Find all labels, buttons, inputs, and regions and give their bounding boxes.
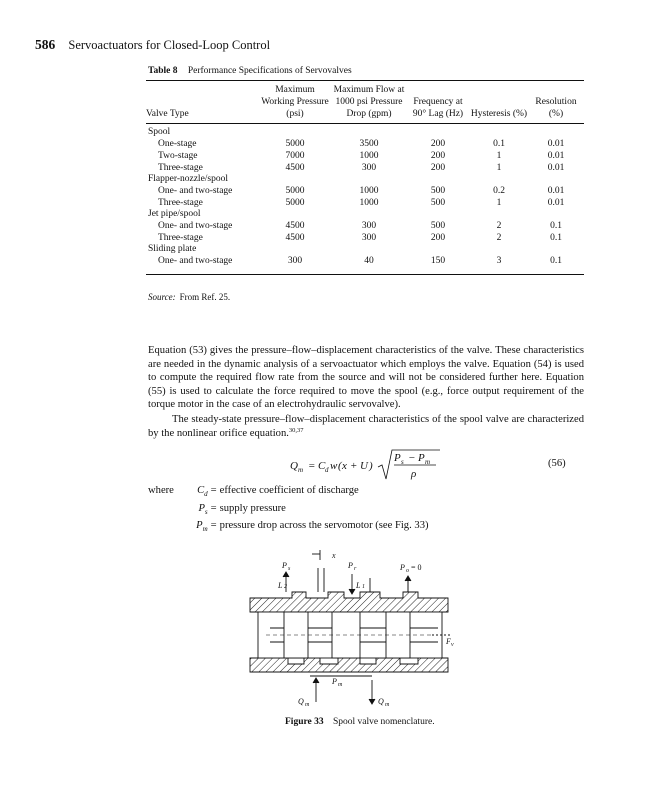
svg-text:s: s xyxy=(401,458,404,466)
orifice-equation xyxy=(290,447,460,481)
svg-text:U: U xyxy=(360,460,368,472)
group-name: Jet pipe/spool xyxy=(148,209,201,220)
table-group-row xyxy=(146,174,584,186)
table-label: Table 8 xyxy=(148,66,178,76)
table-row xyxy=(146,163,584,175)
table-row xyxy=(146,151,584,163)
table-group-row xyxy=(146,244,584,256)
column-header: Maximum Flow at 1000 psi Pressure Drop (gpm) xyxy=(332,81,406,124)
svg-text:−: − xyxy=(408,452,416,464)
cell-hysteresis: 2 xyxy=(496,232,502,243)
svg-text:m: m xyxy=(338,682,343,688)
svg-text:d: d xyxy=(325,466,329,474)
figure-caption-text: Spool valve nomenclature. xyxy=(333,717,435,727)
definition-row: $P_m$ = pressure drop across the servomotor (see Fig. 33) xyxy=(148,519,429,537)
cell-valve-type: One- and two-stage xyxy=(158,185,233,196)
equation-number: (56) xyxy=(548,458,566,469)
cell-frequency: 500 xyxy=(430,197,446,208)
svg-text:w: w xyxy=(330,460,338,472)
cell-pressure: 4500 xyxy=(285,232,305,243)
cell-pressure: 5000 xyxy=(285,185,305,196)
symbol-ps: $P_s$ xyxy=(198,502,208,516)
cell-frequency: 200 xyxy=(430,232,446,243)
cell-flow: 3500 xyxy=(359,139,379,150)
table-title: Performance Specifications of Servovalves xyxy=(187,66,352,76)
definition-text: pressure drop across the servomotor (see Fig. 33) xyxy=(219,520,429,532)
column-header: Resolution (%) xyxy=(528,81,584,124)
table-row xyxy=(146,198,584,210)
svg-text:(: ( xyxy=(338,460,342,472)
page-number: 586 xyxy=(35,37,56,52)
where-word: where xyxy=(148,485,174,496)
cell-pressure: 5000 xyxy=(285,139,305,150)
cell-valve-type: Three-stage xyxy=(158,197,203,208)
table-row xyxy=(146,221,584,233)
svg-text:r: r xyxy=(354,566,357,572)
symbol-definitions xyxy=(148,484,429,537)
cell-hysteresis: 0.2 xyxy=(493,185,505,196)
body-paragraph: Equation (53) gives the pressure–flow–displacement characteristics of the valve. These characteristics are needed in the dynamic analysis of a servoactuator which employs the valve. Equation (54) is used to compute the required flow rate from the source and will not be considered further here. Equation (55) is used to calculate the force required to move the spool (e.g., force output requirement of the torque motor in the case of an electrohydraulic servovalve). xyxy=(148,345,584,410)
cell-resolution: 0.1 xyxy=(550,221,562,232)
svg-text:): ) xyxy=(369,460,373,472)
cell-hysteresis: 1 xyxy=(496,162,502,173)
column-header: Frequency at 90° Lag (Hz) xyxy=(406,81,470,124)
definition-text: effective coefficient of discharge xyxy=(219,485,359,496)
table-row xyxy=(146,233,584,245)
svg-text:m: m xyxy=(425,458,431,466)
upper-housing xyxy=(250,592,448,612)
cell-frequency: 200 xyxy=(430,162,446,173)
table-caption xyxy=(148,66,352,76)
svg-text:= 0: = 0 xyxy=(411,563,422,572)
running-head xyxy=(35,37,270,53)
svg-text:Q: Q xyxy=(378,697,384,706)
svg-text:P: P xyxy=(400,563,405,572)
source-text: From Ref. 25. xyxy=(179,292,231,302)
cell-hysteresis: 1 xyxy=(496,150,502,161)
svg-text:Q: Q xyxy=(290,460,298,472)
cell-pressure: 4500 xyxy=(285,162,305,173)
symbol-cd: $C_d$ xyxy=(197,485,208,499)
cell-flow: 1000 xyxy=(359,150,379,161)
svg-text:=: = xyxy=(308,460,316,472)
svg-text:L: L xyxy=(356,581,361,590)
cell-frequency: 200 xyxy=(430,139,446,150)
svg-text:P: P xyxy=(418,452,425,464)
cell-resolution: 0.1 xyxy=(550,232,562,243)
cell-flow: 300 xyxy=(361,162,377,173)
table-row xyxy=(146,186,584,198)
column-header: Valve Type xyxy=(146,81,258,124)
definition-row: where $C_d$ = effective coefficient of discharge xyxy=(148,484,429,502)
group-name: Sliding plate xyxy=(148,244,197,255)
cell-resolution: 0.01 xyxy=(547,162,565,173)
svg-text:m: m xyxy=(385,702,390,708)
svg-text:P: P xyxy=(332,677,337,686)
cell-valve-type: Three-stage xyxy=(158,232,203,243)
cell-valve-type: One- and two-stage xyxy=(158,221,233,232)
cell-hysteresis: 0.1 xyxy=(493,139,505,150)
running-title: Servoactuators for Closed-Loop Control xyxy=(68,38,271,52)
cell-flow: 300 xyxy=(361,232,377,243)
svg-text:1: 1 xyxy=(362,584,365,590)
svg-text:o: o xyxy=(406,568,409,574)
figure-label: Figure 33 xyxy=(285,717,324,727)
cell-resolution: 0.01 xyxy=(547,150,565,161)
cell-pressure: 300 xyxy=(258,256,332,274)
cell-flow: 40 xyxy=(332,256,406,274)
svg-text:x: x xyxy=(342,460,347,472)
symbol-pm: $P_m$ xyxy=(196,520,208,534)
svg-text:P: P xyxy=(348,561,353,570)
cell-frequency: 500 xyxy=(430,221,446,232)
column-header: Maximum Working Pressure (psi) xyxy=(258,81,332,124)
definition-row: $P_s$ = supply pressure xyxy=(148,502,429,520)
cell-hysteresis: 3 xyxy=(470,256,528,274)
svg-text:s: s xyxy=(288,566,291,572)
cell-valve-type: Three-stage xyxy=(158,162,203,173)
svg-text:P: P xyxy=(282,561,287,570)
cell-resolution: 0.1 xyxy=(528,256,584,274)
group-name: Spool xyxy=(148,127,171,138)
cell-pressure: 7000 xyxy=(285,150,305,161)
source-label: Source: xyxy=(148,292,176,302)
svg-text:F: F xyxy=(446,637,451,646)
figure-caption xyxy=(285,717,435,727)
svg-text:P: P xyxy=(394,452,401,464)
svg-text:v: v xyxy=(451,642,454,648)
column-header: Hysteresis (%) xyxy=(470,81,528,124)
table-row xyxy=(146,139,584,151)
cell-valve-type: One-stage xyxy=(158,139,197,150)
svg-text:L: L xyxy=(278,581,283,590)
lower-housing xyxy=(250,658,448,672)
specifications-table xyxy=(146,80,584,275)
definition-text: supply pressure xyxy=(219,502,286,514)
cell-flow: 1000 xyxy=(359,197,379,208)
group-name: Flapper-nozzle/spool xyxy=(148,174,229,185)
cell-resolution: 0.01 xyxy=(547,197,565,208)
svg-text:x: x xyxy=(332,551,336,560)
cell-hysteresis: 1 xyxy=(496,197,502,208)
table-source-note xyxy=(148,292,230,302)
table-group-row xyxy=(146,124,584,139)
svg-text:Q: Q xyxy=(298,697,304,706)
svg-text:2: 2 xyxy=(284,584,287,590)
spool-valve-diagram xyxy=(248,548,453,708)
cell-pressure: 4500 xyxy=(285,221,305,232)
cell-resolution: 0.01 xyxy=(547,185,565,196)
cell-valve-type: Two-stage xyxy=(158,150,198,161)
cell-flow: 1000 xyxy=(359,185,379,196)
cell-frequency: 200 xyxy=(430,150,446,161)
table-group-row xyxy=(146,209,584,221)
cell-pressure: 5000 xyxy=(285,197,305,208)
table-header-row xyxy=(146,81,584,124)
cell-flow: 300 xyxy=(361,221,377,232)
cell-valve-type: One- and two-stage xyxy=(146,256,258,274)
cell-hysteresis: 2 xyxy=(496,221,502,232)
table-row xyxy=(146,256,584,274)
svg-text:m: m xyxy=(298,466,304,474)
citation-refs: 30,37 xyxy=(288,426,304,434)
svg-text:C: C xyxy=(318,460,326,472)
svg-text:ρ: ρ xyxy=(411,468,417,480)
cell-resolution: 0.01 xyxy=(547,139,565,150)
cell-frequency: 500 xyxy=(430,185,446,196)
body-paragraph xyxy=(148,413,584,440)
paragraph-text: The steady-state pressure–flow–displacement characteristics of the spool valve are characterized by the nonlinear orifice equation. xyxy=(148,414,584,439)
svg-text:m: m xyxy=(305,702,310,708)
svg-text:+: + xyxy=(350,460,358,472)
cell-frequency: 150 xyxy=(406,256,470,274)
